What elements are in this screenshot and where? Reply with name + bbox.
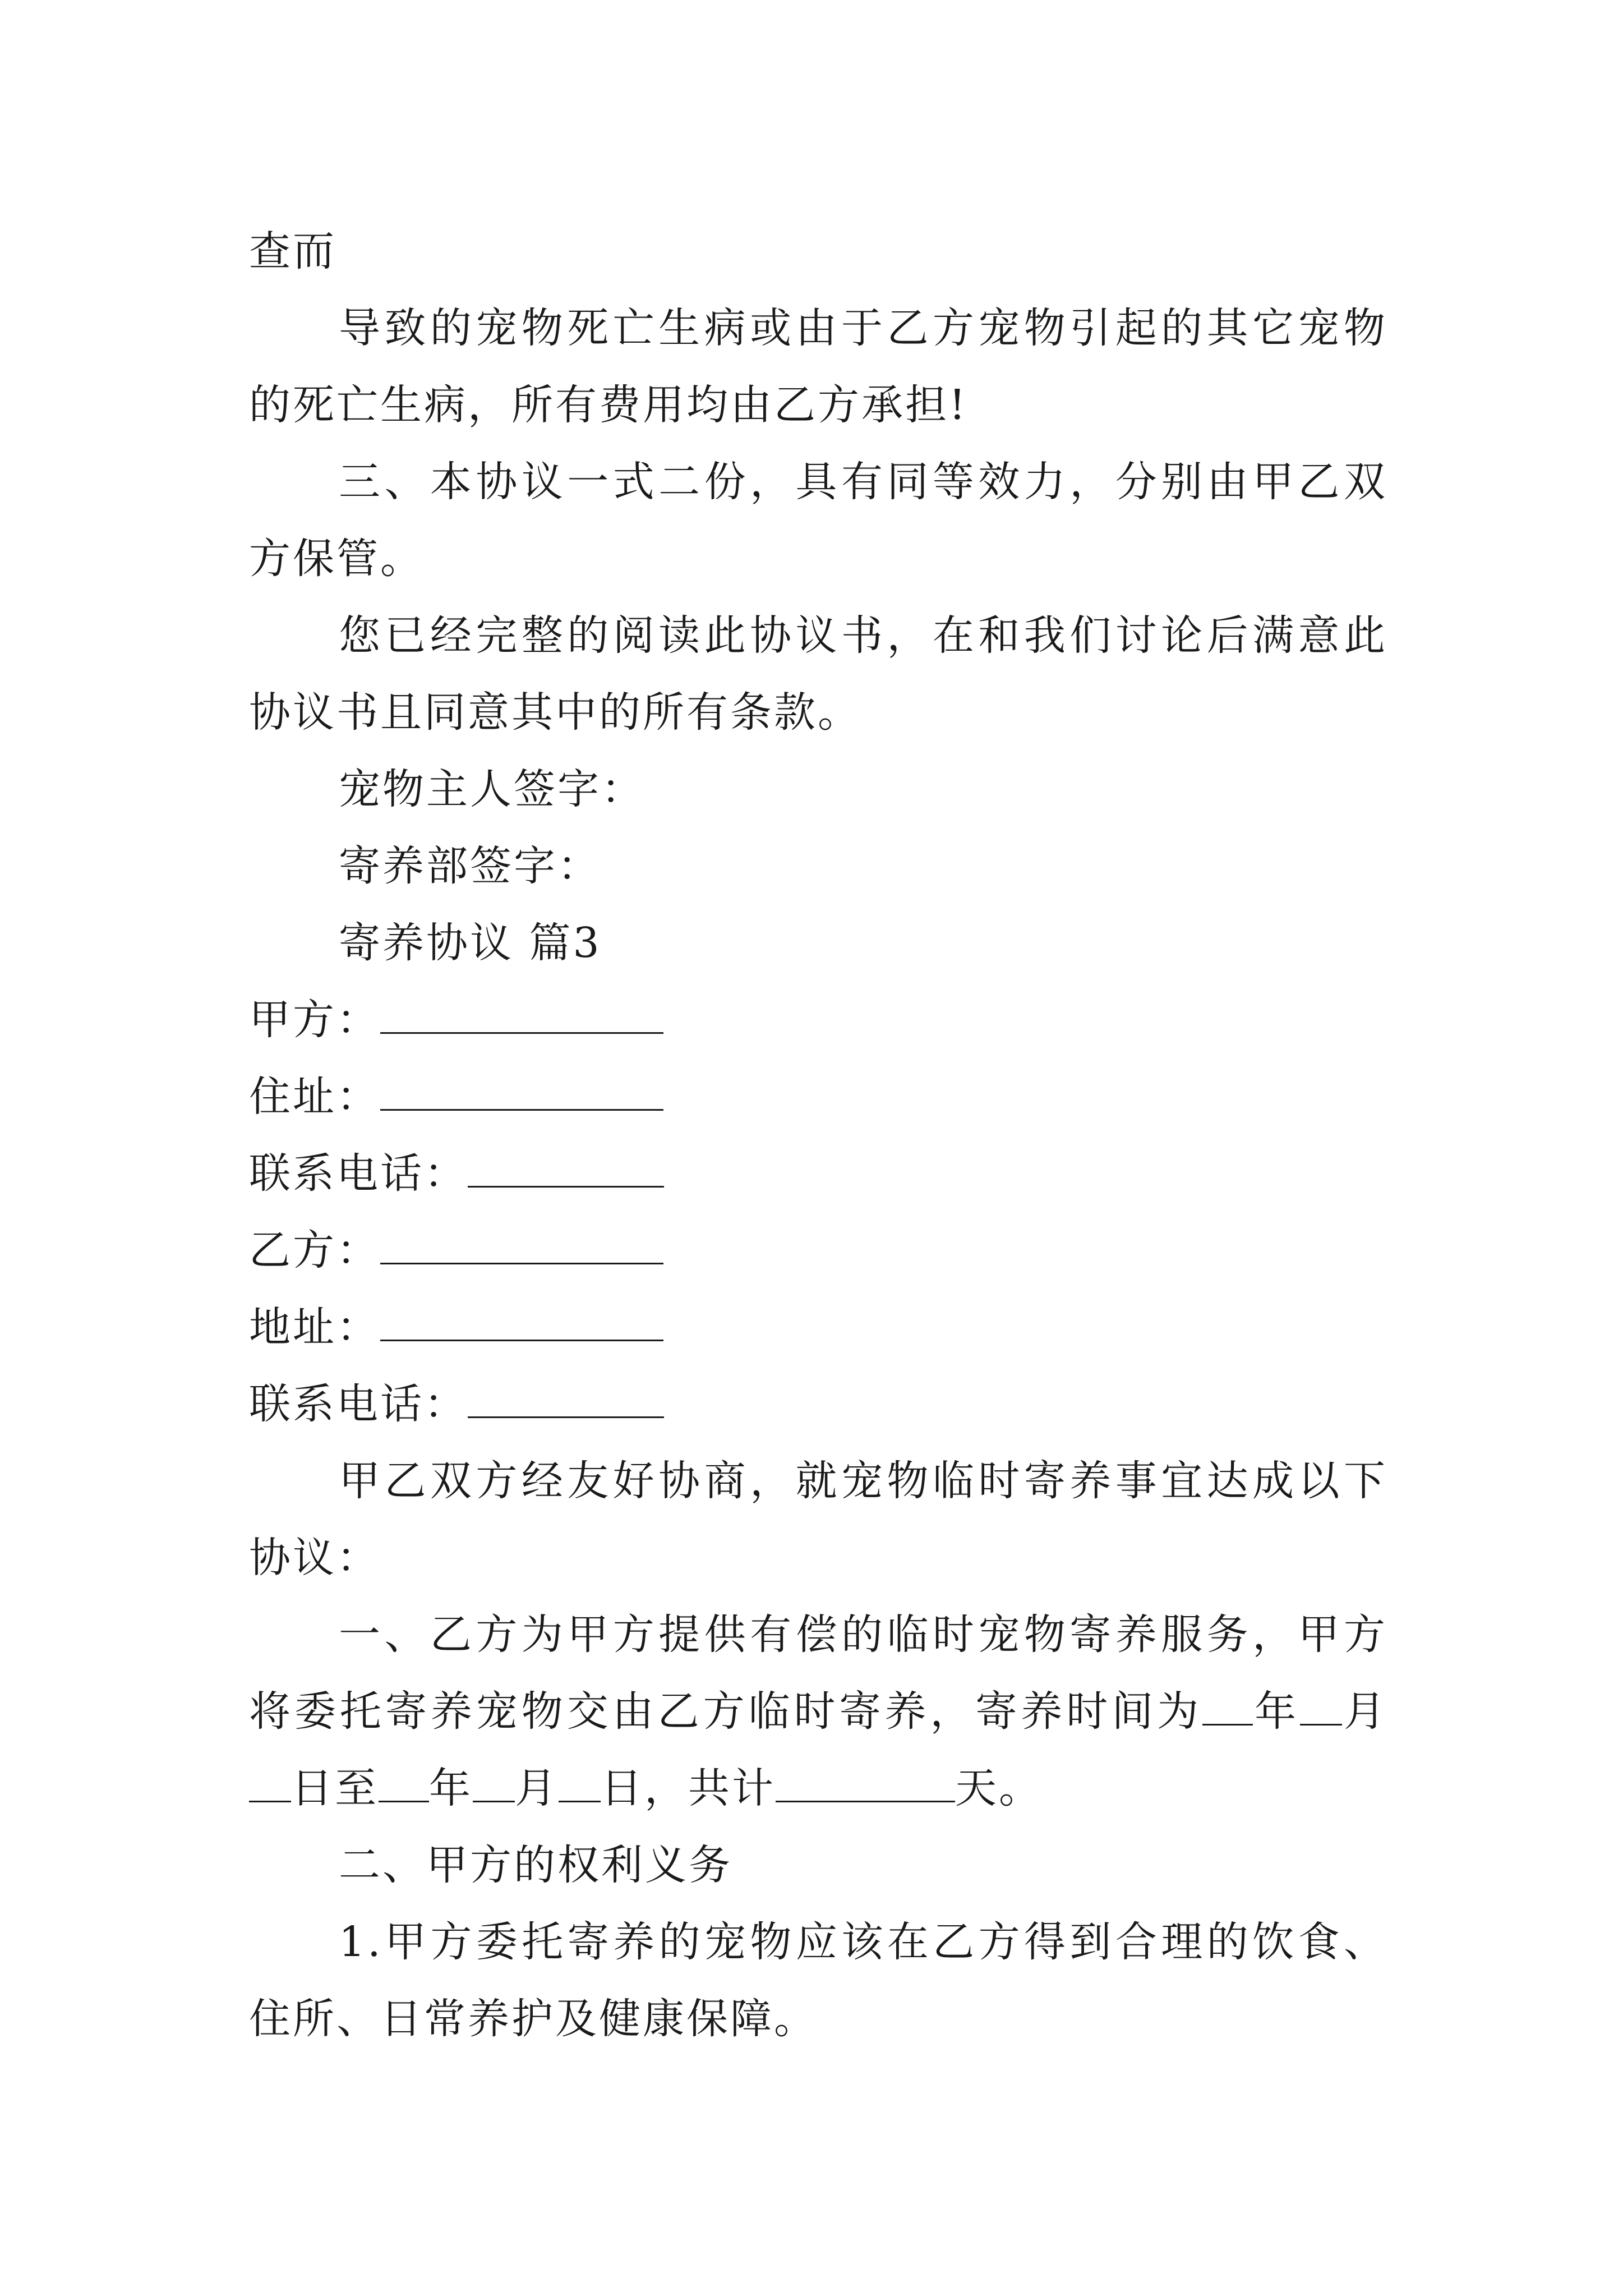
- days-label: 天。: [955, 1764, 1043, 1812]
- paragraph-copies: 三、本协议一式二份，具有同等效力，分别由甲乙双方保管。: [249, 458, 1387, 583]
- clause-1: [249, 1596, 1387, 1827]
- start-day-label: 日: [291, 1764, 335, 1812]
- address-a-row: [249, 1059, 1387, 1135]
- phone-a-blank[interactable]: [468, 1152, 664, 1188]
- phone-b-blank[interactable]: [468, 1383, 664, 1418]
- end-day-blank[interactable]: [559, 1767, 601, 1802]
- section-heading: 寄养协议 篇3: [339, 919, 602, 967]
- party-a-blank[interactable]: [380, 999, 663, 1034]
- to-label: 至: [335, 1764, 379, 1812]
- start-year-label: 年: [1253, 1687, 1301, 1736]
- phone-b-label: 联系电话：: [249, 1380, 468, 1428]
- boarding-signature-line: 寄养部签字：: [339, 842, 601, 890]
- end-day-label: 日，共计: [601, 1764, 776, 1812]
- address-a-blank[interactable]: [380, 1075, 663, 1111]
- section-2-heading: 二、甲方的权利义务: [339, 1841, 732, 1889]
- owner-signature-line: 宠物主人签字：: [339, 765, 645, 813]
- phone-b-row: [249, 1366, 1387, 1443]
- address-b-row: [249, 1289, 1387, 1366]
- start-month-label: 月: [1342, 1687, 1388, 1736]
- address-a-label: 住址：: [249, 1073, 380, 1121]
- agreement-intro: 甲乙双方经友好协商，就宠物临时寄养事宜达成以下协议：: [249, 1457, 1387, 1582]
- start-month-blank[interactable]: [1300, 1690, 1342, 1726]
- paragraph-acknowledgement: 您已经完整的阅读此协议书，在和我们讨论后满意此协议书且同意其中的所有条款。: [249, 611, 1387, 737]
- address-b-label: 地址：: [249, 1303, 380, 1351]
- phone-a-row: [249, 1135, 1387, 1212]
- party-b-blank[interactable]: [380, 1229, 663, 1264]
- party-a-label: 甲方：: [249, 996, 380, 1044]
- end-month-blank[interactable]: [473, 1767, 515, 1802]
- paragraph-liability: 导致的宠物死亡生病或由于乙方宠物引起的其它宠物的死亡生病，所有费用均由乙方承担!: [249, 304, 1387, 429]
- address-b-blank[interactable]: [380, 1306, 663, 1341]
- party-b-label: 乙方：: [249, 1226, 380, 1274]
- start-year-blank[interactable]: [1202, 1690, 1253, 1726]
- party-b-row: [249, 1212, 1387, 1289]
- end-year-blank[interactable]: [379, 1767, 429, 1802]
- clause-1-text: 一、乙方为甲方提供有偿的临时宠物寄养服务，甲方将委托寄养宠物交由乙方临时寄养，寄养时间为: [249, 1611, 1387, 1736]
- total-days-blank[interactable]: [776, 1767, 955, 1802]
- end-year-label: 年: [429, 1764, 473, 1812]
- start-day-blank[interactable]: [249, 1767, 291, 1802]
- document-body: [249, 213, 1387, 2058]
- paragraph-continuation: 查而: [249, 227, 336, 275]
- end-month-label: 月: [515, 1764, 559, 1812]
- section-2-item-1: 1.甲方委托寄养的宠物应该在乙方得到合理的饮食、住所、日常养护及健康保障。: [249, 1918, 1387, 2043]
- phone-a-label: 联系电话：: [249, 1149, 468, 1198]
- party-a-row: [249, 982, 1387, 1059]
